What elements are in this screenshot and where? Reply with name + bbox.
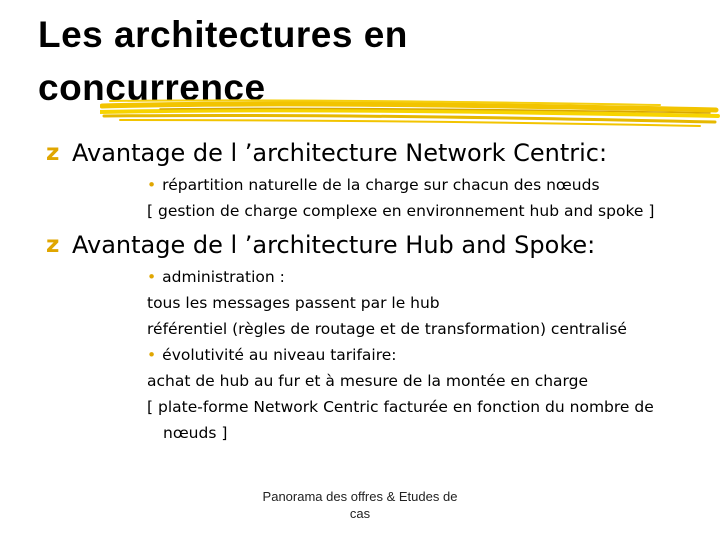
list-item: [ plate-forme Network Centric facturée en fonction du nombre de (147, 398, 654, 416)
section-network-centric-body (147, 172, 687, 224)
slide-footer (250, 488, 470, 522)
list-item: • répartition naturelle de la charge sur chacun des nœuds (147, 176, 600, 194)
list-item: • administration : (147, 268, 285, 286)
list-item: tous les messages passent par le hub (147, 294, 440, 312)
footer-line-1: Panorama des offres & Etudes de (262, 489, 458, 504)
sub-bullet-icon: • (147, 346, 157, 364)
sub-bullet-icon: • (147, 268, 157, 286)
heading-text: Avantage de l ’architecture Network Centric: (72, 139, 608, 167)
list-item: référentiel (règles de routage et de transformation) centralisé (147, 320, 627, 338)
title-line-2: concurrence (38, 67, 266, 108)
section-network-centric-heading (46, 139, 607, 167)
sub-bullet-icon: • (147, 176, 157, 194)
section-hub-spoke-heading (46, 231, 595, 259)
list-item: nœuds ] (163, 424, 228, 442)
heading-text: Avantage de l ’architecture Hub and Spoke: (72, 231, 596, 259)
bullet-z-icon: z (46, 140, 60, 166)
bullet-z-icon: z (46, 232, 60, 258)
list-item: achat de hub au fur et à mesure de la montée en charge (147, 372, 589, 390)
title-underline-brush (100, 96, 720, 136)
footer-line-2: cas (349, 506, 371, 521)
list-item: • évolutivité au niveau tarifaire: (147, 346, 397, 364)
list-item: [ gestion de charge complexe en environnement hub and spoke ] (147, 202, 655, 220)
title-line-1: Les architectures en (38, 14, 408, 55)
section-hub-spoke-body (147, 264, 687, 446)
